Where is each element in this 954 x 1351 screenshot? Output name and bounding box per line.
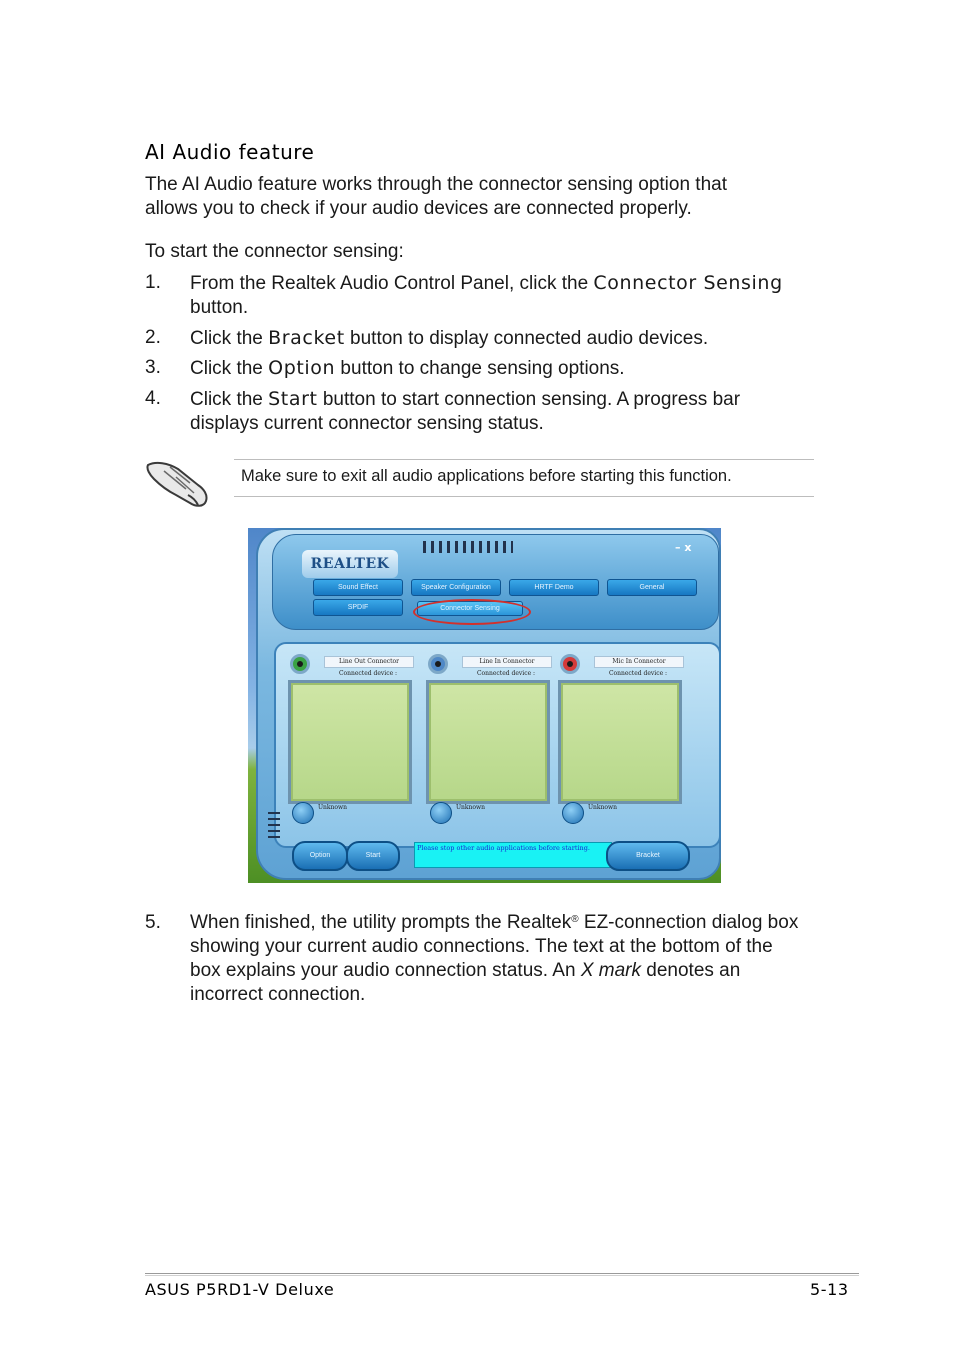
footer-page-number: 5-13: [810, 1280, 849, 1299]
realtek-screenshot: [248, 528, 721, 883]
step-number: 1.: [145, 272, 161, 293]
step-3: [0, 356, 954, 380]
section-heading: AI Audio feature: [145, 140, 315, 164]
step-command: Connector Sensing: [593, 272, 783, 294]
status-message: Please stop other audio applications before starting.: [414, 842, 612, 868]
device-display: [558, 680, 682, 804]
step-text: button to display connected audio devices.: [344, 328, 709, 349]
registered-mark: ®: [571, 914, 579, 925]
realtek-logo: REALTEK: [302, 550, 398, 578]
step-command: Bracket: [268, 327, 345, 349]
step-text: When finished, the utility prompts the Realtek: [190, 912, 572, 933]
status-label: Unknown: [456, 804, 486, 811]
connector-panel-mic-in: [558, 652, 686, 837]
step-text: Click the: [190, 358, 269, 379]
step-text: denotes an incorrect connection.: [190, 960, 741, 1005]
step-text: From the Realtek Audio Control Panel, click the: [190, 273, 594, 294]
window-controls[interactable]: – x: [675, 541, 692, 554]
connected-device-label: Connected device :: [338, 670, 398, 677]
device-display: [288, 680, 412, 804]
bracket-button[interactable]: Bracket: [606, 841, 690, 871]
footer-rule: [145, 1273, 859, 1274]
status-label: Unknown: [588, 804, 618, 811]
step-number: 4.: [145, 388, 161, 409]
step-text: Click the: [190, 389, 269, 410]
highlight-ellipse: [413, 599, 531, 625]
tab-general[interactable]: General: [607, 579, 697, 596]
device-display: [426, 680, 550, 804]
control-panel-window: [256, 528, 721, 880]
tab-speaker-configuration[interactable]: Speaker Configuration: [411, 579, 501, 596]
status-icon[interactable]: [562, 802, 584, 824]
step-1: [0, 271, 954, 318]
status-label: Unknown: [318, 804, 348, 811]
step-emphasis: X mark: [580, 960, 641, 981]
status-icon[interactable]: [292, 802, 314, 824]
step-text: button to start connection sensing. A progress bar displays current connector sensing status.: [190, 389, 741, 434]
side-grip: [268, 812, 280, 838]
connector-label: Mic In Connector: [594, 656, 684, 668]
step-2: [0, 326, 954, 350]
tab-spdif[interactable]: SPDIF: [313, 599, 403, 616]
step-command: Option: [268, 357, 336, 379]
step-number: 2.: [145, 327, 161, 348]
intro-paragraph: The AI Audio feature works through the connector sensing option that allows you to check if your audio devices are connected properly.: [145, 174, 727, 219]
step-5: [0, 911, 954, 1011]
connector-panel-line-out: [288, 652, 416, 837]
jack-icon: [290, 654, 310, 674]
tab-sound-effect[interactable]: Sound Effect: [313, 579, 403, 596]
step-text: EZ-connection dialog box showing your current audio connections. The text at the bottom of the box explains your audio connection status. An: [190, 912, 799, 981]
tab-connector-sensing[interactable]: Connector Sensing: [417, 601, 523, 616]
step-4: [0, 387, 954, 435]
status-icon[interactable]: [430, 802, 452, 824]
footer-product: ASUS P5RD1-V Deluxe: [145, 1280, 335, 1299]
option-button[interactable]: Option: [292, 841, 348, 871]
start-button[interactable]: Start: [346, 841, 400, 871]
note-text: Make sure to exit all audio applications before starting this function.: [241, 467, 732, 485]
tab-hrtf-demo[interactable]: HRTF Demo: [509, 579, 599, 596]
hand-pointer-icon: [146, 455, 212, 509]
jack-icon: [560, 654, 580, 674]
step-number: 3.: [145, 357, 161, 378]
connector-label: Line In Connector: [462, 656, 552, 668]
step-command: Start: [268, 388, 318, 410]
start-label: To start the connector sensing:: [145, 241, 404, 262]
step-text: button.: [190, 297, 249, 318]
drag-grip[interactable]: [423, 541, 513, 553]
note-top-rule: [234, 459, 814, 460]
connector-area: [274, 642, 721, 848]
step-text: Click the: [190, 328, 269, 349]
footer-rule-shadow: [145, 1275, 859, 1276]
top-band: [272, 534, 719, 630]
note-bottom-rule: [234, 496, 814, 497]
step-number: 5.: [145, 912, 161, 933]
connected-device-label: Connected device :: [608, 670, 668, 677]
connector-panel-line-in: [426, 652, 554, 837]
jack-icon: [428, 654, 448, 674]
step-text: button to change sensing options.: [335, 358, 625, 379]
connected-device-label: Connected device :: [476, 670, 536, 677]
connector-label: Line Out Connector: [324, 656, 414, 668]
